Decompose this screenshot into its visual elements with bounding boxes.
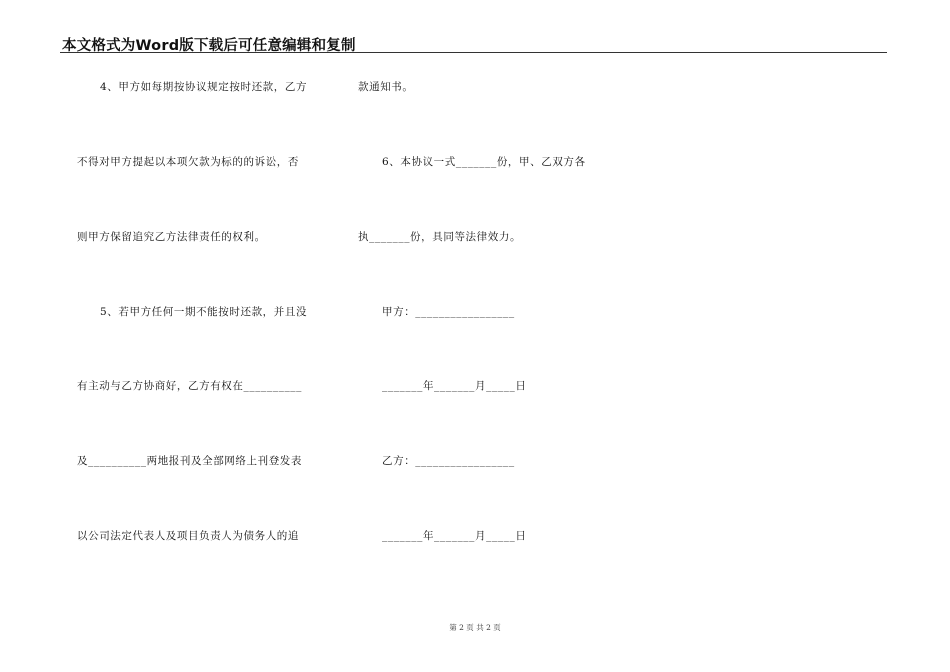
left-line-5: 有主动与乙方协商好，乙方有权在__________ — [77, 380, 302, 392]
left-line-7: 以公司法定代表人及项目负责人为债务人的追 — [77, 530, 299, 542]
party-a-date-line: _______年_______月_____日 — [382, 380, 527, 392]
party-a-signature-line: 甲方：_________________ — [382, 306, 515, 318]
left-line-4: 5、若甲方任何一期不能按时还款，并且没 — [100, 306, 308, 318]
document-header-title: 本文格式为Word版下载后可任意编辑和复制 — [62, 38, 356, 54]
header-divider — [60, 52, 887, 53]
party-b-signature-line: 乙方：_________________ — [382, 455, 515, 467]
page-number-footer: 第 2 页 共 2 页 — [449, 623, 501, 632]
right-line-1: 款通知书。 — [358, 81, 414, 93]
left-line-6: 及__________两地报刊及全部网络上刊登发表 — [77, 455, 302, 467]
left-line-2: 不得对甲方提起以本项欠款为标的的诉讼，否 — [77, 156, 299, 168]
party-b-date-line: _______年_______月_____日 — [382, 530, 527, 542]
right-line-2: 6、本协议一式_______份，甲、乙双方各 — [382, 156, 586, 168]
left-line-1: 4、甲方如每期按协议规定按时还款，乙方 — [100, 81, 308, 93]
left-line-3: 则甲方保留追究乙方法律责任的权利。 — [77, 231, 266, 243]
right-line-3: 执_______份，具同等法律效力。 — [358, 231, 522, 243]
